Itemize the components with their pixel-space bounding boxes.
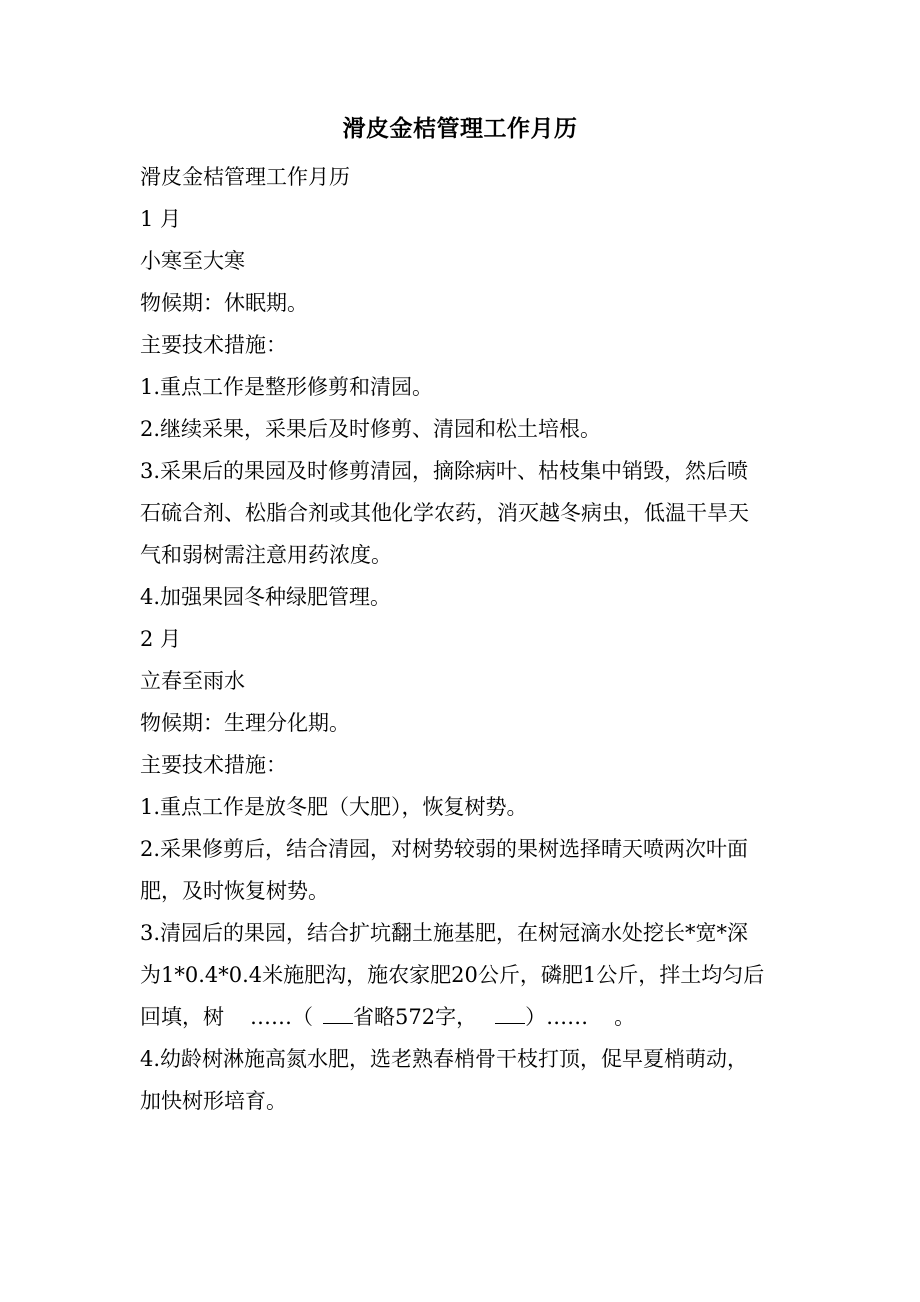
- paragraph-line: 石硫合剂、松脂合剂或其他化学农药，消灭越冬病虫，低温干旱天: [140, 501, 749, 525]
- omission-prefix: 回填，树: [140, 1005, 224, 1029]
- paragraph-line: 1.重点工作是放冬肥（大肥），恢复树势。: [140, 795, 528, 819]
- omission-dots-right: ）……: [525, 1005, 589, 1029]
- omission-blank-right: [495, 1001, 525, 1024]
- month-heading: 1 月: [140, 207, 182, 231]
- paragraph-line: 2.继续采果，采果后及时修剪、清园和松土培根。: [140, 417, 602, 441]
- paragraph-line: 为1*0.4*0.4米施肥沟，施农家肥20公斤，磷肥1公斤，拌土均匀后: [140, 963, 765, 987]
- paragraph-line: 加快树形培育。: [140, 1089, 287, 1113]
- phenology-line: 物候期：生理分化期。: [140, 711, 350, 735]
- measures-heading: 主要技术措施：: [140, 753, 287, 777]
- paragraph-line: 滑皮金桔管理工作月历: [140, 165, 350, 189]
- omission-end: 。: [614, 1005, 636, 1029]
- paragraph-line: 4.幼龄树淋施高氮水肥，选老熟春梢骨干枝打顶，促早夏梢萌动，: [140, 1047, 749, 1071]
- paragraph-line: 3.清园后的果园，结合扩坑翻土施基肥，在树冠滴水处挖长*宽*深: [140, 921, 749, 945]
- document-title: 滑皮金桔管理工作月历: [342, 115, 578, 142]
- paragraph-line: 肥，及时恢复树势。: [140, 879, 329, 903]
- paragraph-line: 3.采果后的果园及时修剪清园，摘除病叶、枯枝集中销毁，然后喷: [140, 459, 749, 483]
- measures-heading: 主要技术措施：: [140, 333, 287, 357]
- paragraph-line: 4.加强果园冬种绿肥管理。: [140, 585, 392, 609]
- paragraph-line: 2.采果修剪后，结合清园，对树势较弱的果树选择晴天喷两次叶面: [140, 837, 749, 861]
- solar-term-range: 立春至雨水: [140, 669, 245, 693]
- phenology-line: 物候期：休眠期。: [140, 291, 308, 315]
- solar-term-range: 小寒至大寒: [140, 249, 245, 273]
- omission-dots-left: ……（: [250, 1005, 313, 1029]
- omission-note: 省略572字，: [353, 1005, 478, 1029]
- omission-blank-left: [323, 1001, 353, 1024]
- omission-line: [140, 996, 780, 1038]
- document-body: [140, 156, 780, 1122]
- paragraph-line: 1.重点工作是整形修剪和清园。: [140, 375, 434, 399]
- month-heading: 2 月: [140, 627, 182, 651]
- paragraph-line: 气和弱树需注意用药浓度。: [140, 543, 392, 567]
